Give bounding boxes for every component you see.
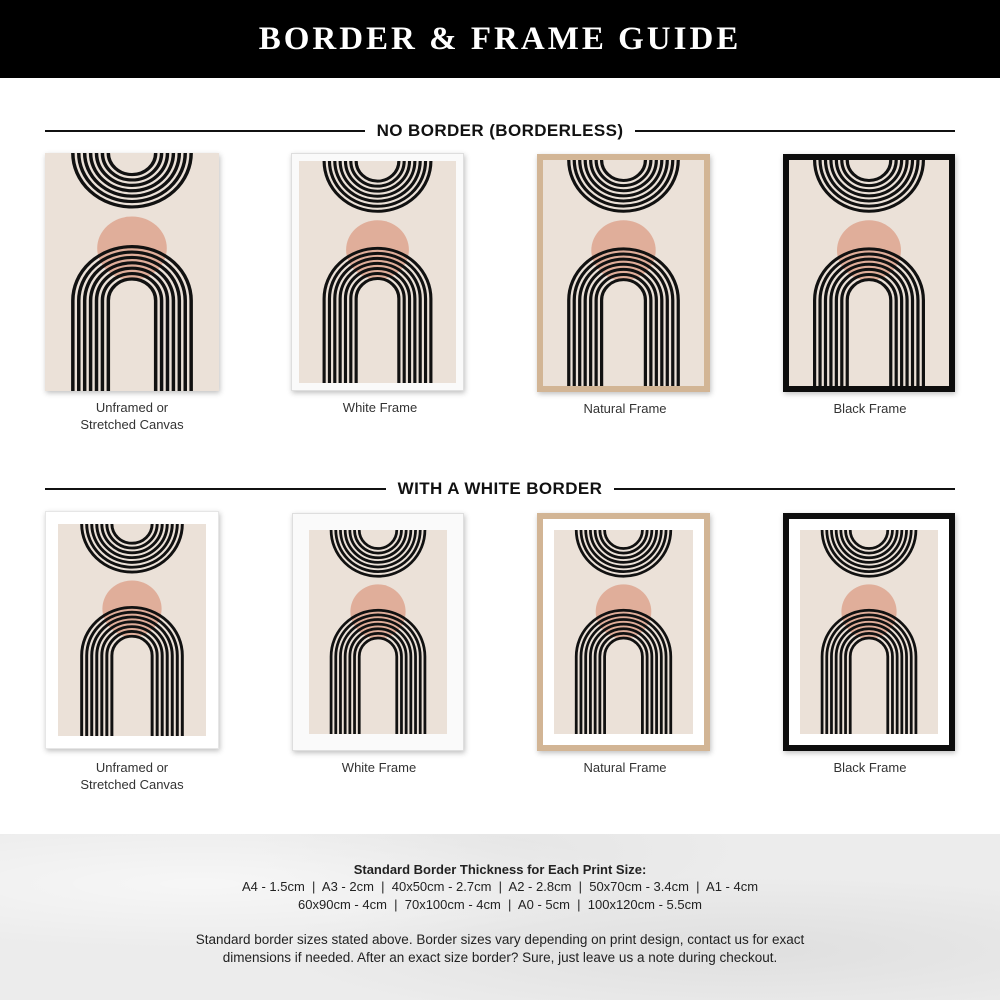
white-frame [292,513,464,751]
arch-artwork-illustration [554,530,693,734]
natural-frame [537,513,710,751]
print-canvas [45,153,219,391]
divider-line [45,130,365,132]
option-caption: Natural Frame [583,760,667,775]
border-note-line: dimensions if needed. After an exact size border? Sure, just leave us a note during checkout. [222,950,778,965]
border-info-title: Standard Border Thickness for Each Print Size: [353,862,647,877]
artwork [299,161,456,383]
section-title-borderless [45,121,955,141]
artwork [309,530,447,734]
natural-frame [537,154,710,392]
option-caption: Natural Frame [583,401,667,416]
border-size-info [0,834,1000,1000]
option-caption: White Frame [341,760,417,775]
border-sizes-line: 60x90cm - 4cm | 70x100cm - 4cm | A0 - 5cm | 100x120cm - 5.5cm [298,897,702,912]
arch-artwork-illustration [800,530,938,734]
artwork [789,160,949,386]
divider-line [635,130,955,132]
artwork [58,524,206,736]
section-label: WITH A WHITE BORDER [397,479,603,498]
artwork [543,160,704,386]
section-title-white-border [45,479,955,499]
arch-artwork-illustration [58,524,206,736]
print-with-border [45,511,219,749]
black-frame [783,513,955,751]
page-header [0,0,1000,78]
arch-artwork-illustration [309,530,447,734]
arch-artwork-illustration [299,161,456,383]
option-caption: Unframed or Stretched Canvas [80,760,184,792]
border-note-line: Standard border sizes stated above. Border sizes vary depending on print design, contact us for exact [195,932,805,947]
arch-artwork-illustration [789,160,949,386]
divider-line [45,488,386,490]
black-frame [783,154,955,392]
option-caption: Black Frame [833,760,907,775]
border-sizes-line: A4 - 1.5cm | A3 - 2cm | 40x50cm - 2.7cm | A2 - 2.8cm | 50x70cm - 3.4cm | A1 - 4cm [241,879,759,894]
option-caption: Unframed or Stretched Canvas [80,400,184,432]
white-frame [291,153,464,391]
divider-line [614,488,955,490]
arch-artwork-illustration [543,160,704,386]
section-label: NO BORDER (BORDERLESS) [376,121,624,140]
arch-artwork-illustration [45,153,219,391]
artwork [800,530,938,734]
option-caption: Black Frame [833,401,907,416]
page-title: BORDER & FRAME GUIDE [258,20,742,57]
artwork [45,153,219,391]
option-caption: White Frame [342,400,418,415]
artwork [554,530,693,734]
